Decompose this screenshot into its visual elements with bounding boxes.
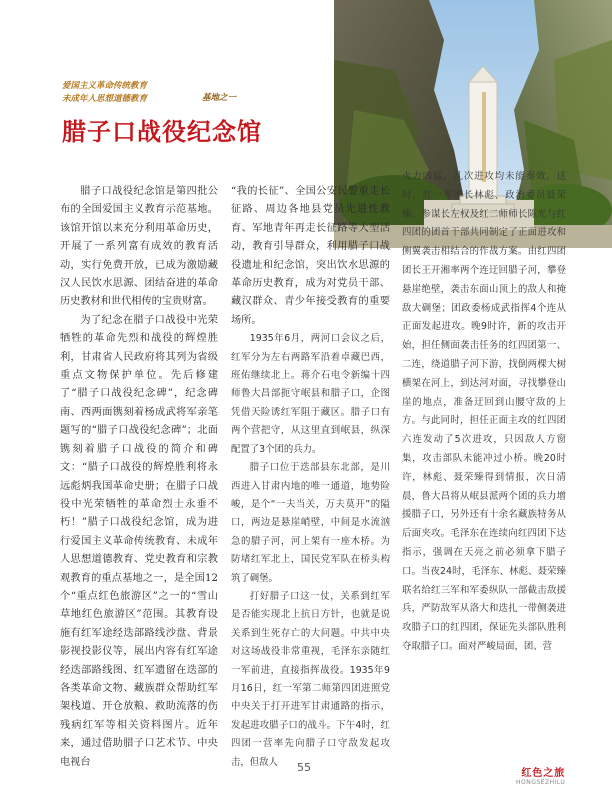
paragraph: 腊子口战役纪念馆是第四批公布的全国爱国主义教育示范基地。该馆开馆以来充分利用革命历史，开展了一系列富有成效的教育活动，实行免费开放，已成为激励藏汉人民饮水思源、团结奋进的革命历史教材和世代相传的宝贵财富。 <box>60 186 218 308</box>
paragraph: 腊子口位于迭部县东北部，是川西进入甘肃内地的唯一通道，地势险峻，是个“一夫当关，万夫莫开”的隘口，两边是悬崖峭壁，中间是水流汹急的腊子河，河上架有一座木桥。为防堵红军北上，国民党军队在桥头构筑了碉堡。 <box>231 462 390 584</box>
page-title: 腊子口战役纪念馆 <box>62 117 262 146</box>
brand-logo <box>516 764 565 786</box>
kicker-line-2: 未成年人思想道德教育 <box>62 93 148 104</box>
article-column-2 <box>231 183 390 772</box>
paragraph: 火力凶猛，几次进攻均未能奏效。这时，红一军军长林彪、政治委员聂荣臻、参谋长左权及红二师师长陈光与红四团的团首干部共同制定了正面进攻和侧翼袭击相结合的作战方案。由红四团团长王开湘率两个连迂回腊子河，攀登悬崖绝壁，袭击东面山顶上的敌人和掩敌大碉堡；团政委杨成武指挥4个连从正面发起进攻。晚9时许，新的攻击开始，担任侧面袭击任务的红四团第一、二连，绕道腊子河下游，找倒两棵大树横架在河上，到达河对面，寻找攀登山崖的地点，准备迂回到山腰守敌的上方。与此同时，担任正面主攻的红四团六连发动了5次进攻，只因敌人方窗集，攻击部队未能冲过小桥。晚20时许，林彪、聂荣臻得到情报，次日清晨，鲁大昌将从岷县派两个团的兵力增援腊子口，另外还有十余名藏族特务从后面夹攻。毛泽东在连续向红四团下达指示，强调在天亮之前必须拿下腊子口。当夜24时，毛泽东、林彪、聂荣臻联名给红三军和军委纵队一部截击敌援兵，严防敌军从洛大和迭扎一带侧袭进攻腊子口的红四团，保证先头部队胜利夺取腊子口。面对严峻局面，团、营 <box>402 171 566 652</box>
header-kicker <box>62 80 237 105</box>
paragraph: 为了纪念在腊子口战役中光荣牺牲的革命先烈和战役的辉煌胜利，甘肃省人民政府将其列为省级重点文物保护单位。先后修建了“腊子口战役纪念碑”，纪念碑南、西两面镌刻着杨成武将军亲笔题写的“腊子口战役纪念碑”；北面镌刻着腊子口战役的简介和碑文：“腊子口战役的辉煌胜利将永远彪炳我国革命史册；在腊子口战役中光荣牺牲的革命烈士永垂不朽！”腊子口战役纪念馆，成为进行爱国主义革命传统教育、未成年人思想道德教育、党史教育和宗教观教育的重点基地之一，是全国12个“重点红色旅游区”之一的“雪山草地红色旅游区”范围。其教育设施有红军途经迭部路线沙盘、背景影视投影仪等，展出内容有红军途经迭部路线图、红军遗留在迭部的各类革命文物、藏族群众帮助红军架栈道、开仓放粮、救助流落的伤残病红军等相关资料图片。近年来，通过借助腊子口艺术节、中央电视台 <box>60 314 218 768</box>
page-number: 55 <box>297 761 311 774</box>
article-column-1 <box>60 183 218 772</box>
kicker-suffix: 基地之一 <box>202 93 237 103</box>
kicker-line-1: 爱国主义革命传统教育 <box>62 81 148 91</box>
paragraph: 打好腊子口这一仗，关系到红军是否能实现北上抗日方针，也就是说关系到生死存亡的大问题。中共中央对这场战役非常重视，毛泽东亲随红一军前进，直接指挥战役。1935年9月16日，红一军第二师第四团进照党中央关于打开进军甘肃通路的指示，发起进攻腊子口的战斗。下午4时，红四团一营率先向腊子口守敌发起攻击，但敌人 <box>231 590 390 768</box>
brand-name: 红色之旅 <box>521 768 566 779</box>
paragraph: 1935年6月，两河口会议之后，红军分为左右两路军沿着卓藏巴西，班佑继续北上。蒋介石电令新编十四师鲁大昌部扼守岷县和腊子口，企图凭借天险诱红军阻于藏区。腊子口有两个营把守，从这里直到岷县，纵深配置了3个团的兵力。 <box>231 333 390 455</box>
brand-romanized: HONGSEZHILU <box>516 779 566 786</box>
paragraph: “我的长征”、全国公安民警重走长征路、周边各地县党员先进性教育、军地青年再走长征路等大型活动，教育引导群众，利用腊子口战役遗址和纪念馆，突出饮水思源的革命历史教育，成为对党员干部、藏汉群众、青少年接受教育的重要场所。 <box>231 186 390 326</box>
article-column-3 <box>402 168 566 657</box>
